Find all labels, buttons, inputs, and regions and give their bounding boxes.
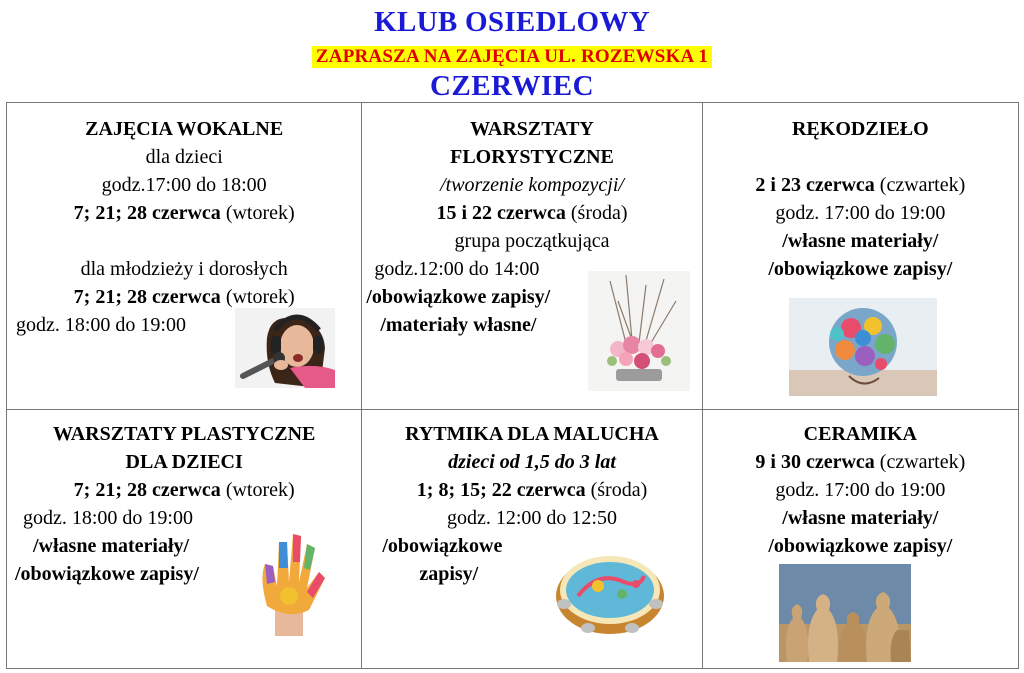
singing-girl-image <box>235 308 335 388</box>
cell-handicraft <box>702 103 1018 410</box>
handicraft-registration: /obowiązkowe zapisy/ <box>768 258 953 280</box>
floristic-heading-2: FLORYSTYCZNE <box>450 146 614 168</box>
handicraft-materials: /własne materiały/ <box>782 230 939 252</box>
vocal-kids-time: godz.17:00 do 18:00 <box>101 174 267 196</box>
ceramics-time: godz. 17:00 do 19:00 <box>775 479 946 501</box>
invitation-subtitle: ZAPRASZA NA ZAJĘCIA UL. ROZEWSKA 1 <box>312 46 712 68</box>
vocal-adults-label: dla młodzieży i dorosłych <box>80 258 288 280</box>
schedule-table <box>6 102 1019 669</box>
rhythm-age: dzieci od 1,5 do 3 lat <box>448 451 616 473</box>
rhythm-registration-2: zapisy/ <box>419 563 479 585</box>
flower-arrangement-image <box>588 271 690 391</box>
vocal-kids-dates: 7; 21; 28 czerwca (wtorek) <box>73 202 295 224</box>
tambourine-image <box>548 540 672 644</box>
rhythm-time: godz. 12:00 do 12:50 <box>447 507 617 529</box>
handicraft-dates: 2 i 23 czerwca (czwartek) <box>755 174 966 196</box>
art-dates: 7; 21; 28 czerwca (wtorek) <box>73 479 295 501</box>
cell-art-workshop <box>7 410 362 669</box>
art-materials: /własne materiały/ <box>33 535 190 557</box>
ceramics-materials: /własne materiały/ <box>782 507 939 529</box>
art-heading-1: WARSZTATY PLASTYCZNE <box>52 423 316 445</box>
floristic-materials: /materiały własne/ <box>380 314 537 336</box>
rhythm-heading: RYTMIKA DLA MALUCHA <box>405 423 659 445</box>
handicraft-heading: RĘKODZIEŁO <box>791 118 929 140</box>
ceramics-heading: CERAMIKA <box>803 423 917 445</box>
vocal-adults-dates: 7; 21; 28 czerwca (wtorek) <box>73 286 295 308</box>
floristic-heading-1: WARSZTATY <box>470 118 594 140</box>
vocal-kids-label: dla dzieci <box>145 146 223 168</box>
floristic-group: grupa początkująca <box>454 230 610 252</box>
ceramic-vases-image <box>779 564 911 662</box>
month-title: CZERWIEC <box>429 70 595 102</box>
rhythm-dates: 1; 8; 15; 22 czerwca (środa) <box>416 479 648 501</box>
art-registration: /obowiązkowe zapisy/ <box>15 563 199 585</box>
cell-floristic-workshop <box>362 103 702 410</box>
paper-flower-ball-image <box>789 298 937 396</box>
floristic-subtitle: /tworzenie kompozycji/ <box>440 174 624 196</box>
handicraft-time: godz. 17:00 do 19:00 <box>775 202 946 224</box>
floristic-dates: 15 i 22 czerwca (środa) <box>436 202 628 224</box>
painted-hand-image <box>249 528 329 636</box>
floristic-time: godz.12:00 do 14:00 <box>374 258 540 280</box>
floristic-registration: /obowiązkowe zapisy/ <box>366 286 551 308</box>
subtitle-row <box>0 46 1024 68</box>
art-time: godz. 18:00 do 19:00 <box>23 507 193 529</box>
cell-vocal-classes <box>7 103 362 410</box>
cell-rhythm-toddlers <box>362 410 702 669</box>
art-heading-2: DLA DZIECI <box>125 451 243 473</box>
ceramics-registration: /obowiązkowe zapisy/ <box>768 535 953 557</box>
vocal-adults-time: godz. 18:00 do 19:00 <box>16 314 186 336</box>
vocal-heading: ZAJĘCIA WOKALNE <box>85 118 284 140</box>
club-title: KLUB OSIEDLOWY <box>374 6 650 38</box>
rhythm-registration-1: /obowiązkowe <box>382 535 503 557</box>
ceramics-dates: 9 i 30 czerwca (czwartek) <box>755 451 966 473</box>
cell-ceramics <box>702 410 1018 669</box>
